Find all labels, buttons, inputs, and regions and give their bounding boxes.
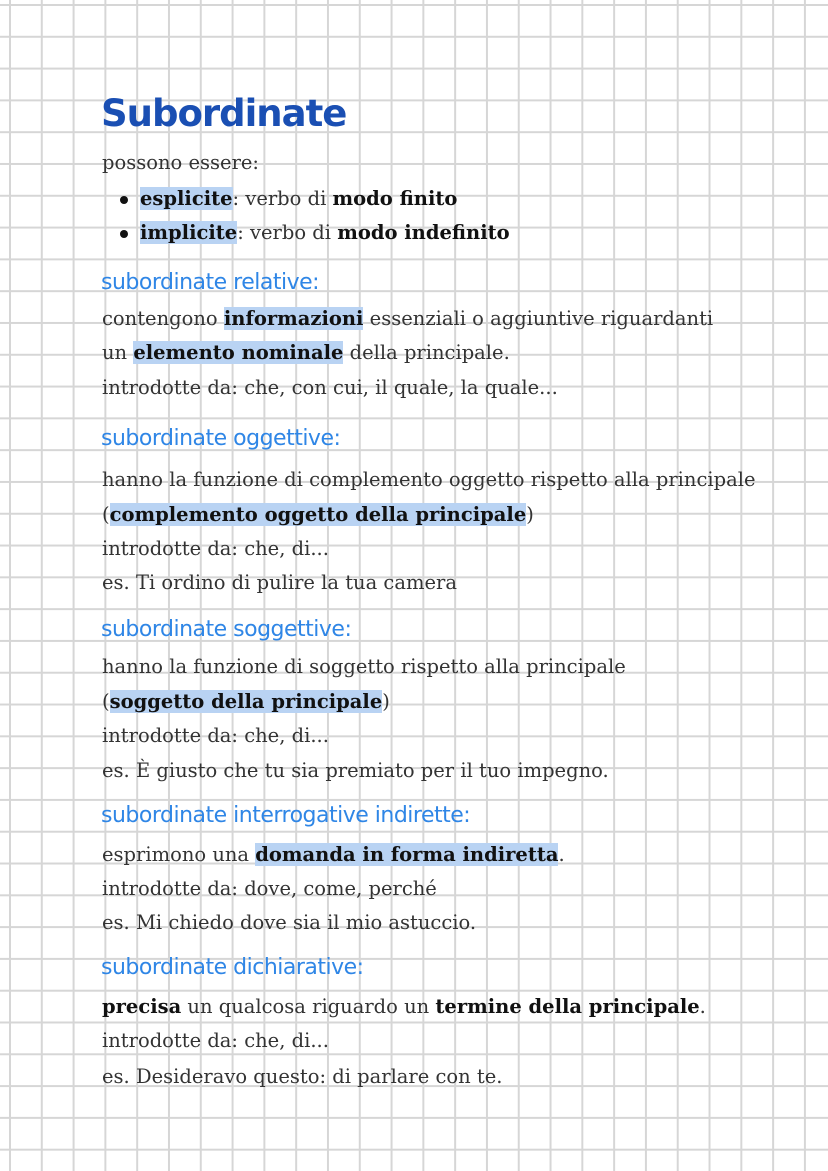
heading-dichiarative: subordinate dichiarative:	[101, 955, 364, 980]
highlight: complemento oggetto della principale	[109, 503, 527, 526]
heading-interrogative: subordinate interrogative indirette:	[101, 803, 471, 828]
relative-line-3: introdotte da: che, con cui, il quale, la quale...	[102, 376, 558, 399]
highlight: soggetto della principale	[109, 690, 383, 713]
bullet-icon	[120, 230, 128, 238]
bullet-rest: : verbo di	[237, 221, 338, 244]
heading-oggettive: subordinate oggettive:	[101, 426, 341, 451]
text: (	[102, 503, 110, 526]
relative-line-2	[102, 340, 510, 366]
intro-text: possono essere:	[102, 151, 259, 174]
bold-text: termine della principale	[435, 995, 700, 1018]
term-implicite: implicite	[140, 221, 238, 244]
bullet-bold: modo indefinito	[337, 221, 510, 244]
term-esplicite: esplicite	[140, 187, 233, 210]
bold-text: precisa	[102, 995, 182, 1018]
soggettive-line-4: es. È giusto che tu sia premiato per il tuo impegno.	[102, 759, 609, 782]
dichiarative-line-1	[102, 994, 706, 1020]
text: della principale.	[343, 341, 510, 364]
soggettive-line-3: introdotte da: che, di...	[102, 724, 329, 747]
heading-soggettive: subordinate soggettive:	[101, 617, 352, 642]
page-title: Subordinate	[101, 92, 347, 135]
heading-relative: subordinate relative:	[101, 270, 320, 295]
bullet-bold: modo finito	[332, 187, 458, 210]
relative-line-1	[102, 306, 713, 332]
interrogative-line-1	[102, 842, 565, 868]
oggettive-line-2	[102, 502, 534, 528]
text: un	[102, 341, 134, 364]
bullet-rest: : verbo di	[232, 187, 333, 210]
bullet-item-implicite	[120, 220, 510, 246]
highlight: elemento nominale	[133, 341, 344, 364]
soggettive-line-2	[102, 689, 390, 715]
oggettive-line-4: es. Ti ordino di pulire la tua camera	[102, 571, 457, 594]
oggettive-line-3: introdotte da: che, di...	[102, 537, 329, 560]
oggettive-line-1: hanno la funzione di complemento oggetto rispetto alla principale	[102, 468, 756, 491]
soggettive-line-1: hanno la funzione di soggetto rispetto alla principale	[102, 655, 626, 678]
text: )	[382, 690, 390, 713]
text: )	[526, 503, 534, 526]
bullet-item-esplicite	[120, 186, 457, 212]
highlight: domanda in forma indiretta	[255, 843, 559, 866]
text: contengono	[102, 307, 224, 330]
dichiarative-line-2: introdotte da: che, di...	[102, 1029, 329, 1052]
text: esprimono una	[102, 843, 256, 866]
text: (	[102, 690, 110, 713]
dichiarative-line-3: es. Desideravo questo: di parlare con te.	[102, 1065, 503, 1088]
text: .	[558, 843, 565, 866]
interrogative-line-3: es. Mi chiedo dove sia il mio astuccio.	[102, 911, 477, 934]
text: essenziali o aggiuntive riguardanti	[363, 307, 714, 330]
text: .	[699, 995, 706, 1018]
text: un qualcosa riguardo un	[181, 995, 436, 1018]
highlight: informazioni	[223, 307, 364, 330]
interrogative-line-2: introdotte da: dove, come, perché	[102, 877, 437, 900]
bullet-icon	[120, 196, 128, 204]
